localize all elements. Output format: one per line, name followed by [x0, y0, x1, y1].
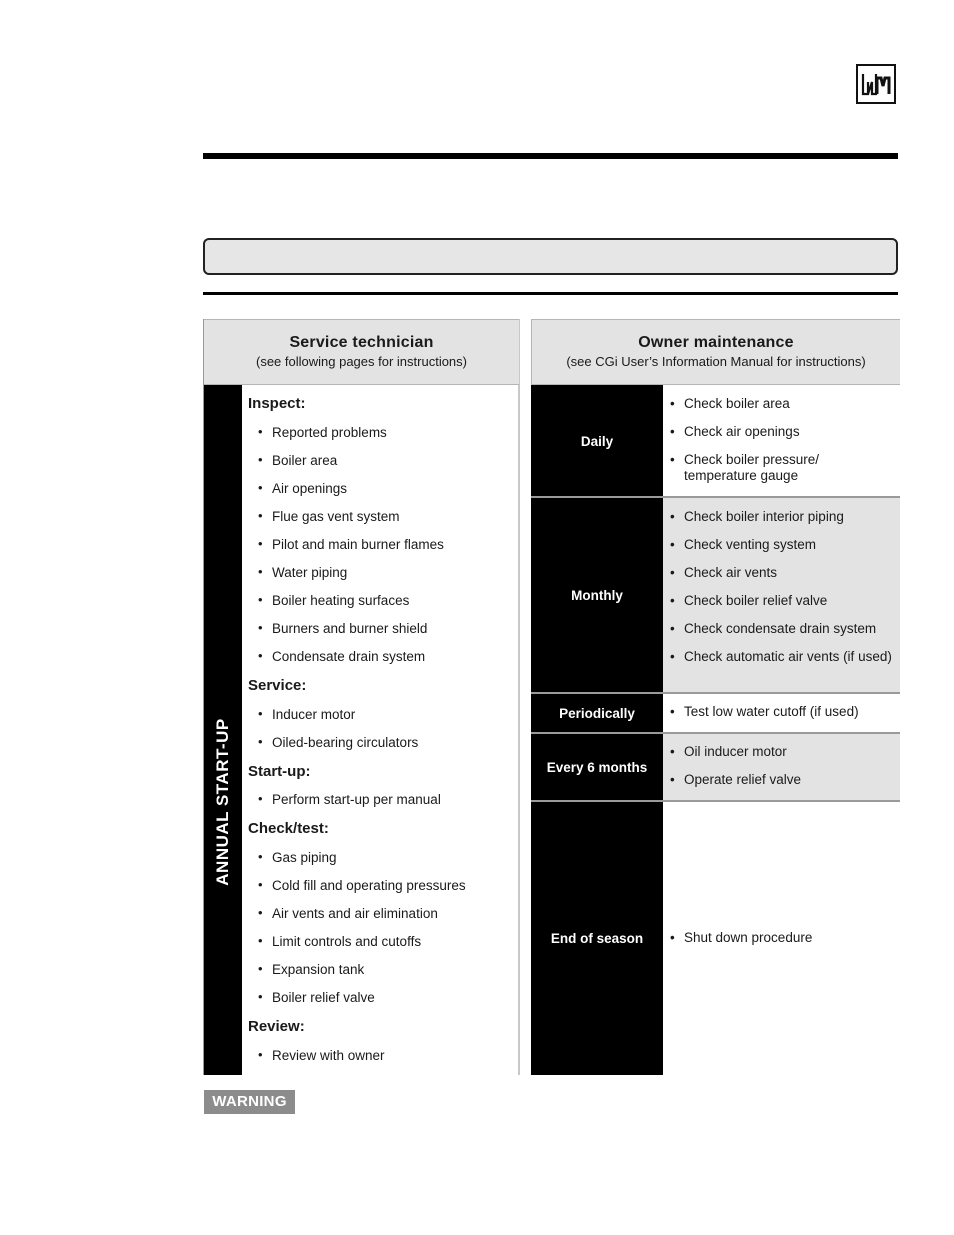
list-item: • Pilot and main burner flames — [272, 537, 444, 552]
section-heading-startup: Start-up: — [248, 763, 311, 780]
row-label-end-of-season: End of season — [531, 802, 663, 1075]
row-label-monthly: Monthly — [531, 498, 663, 692]
list-item: • Condensate drain system — [272, 649, 425, 664]
list-item: • Water piping — [272, 565, 347, 580]
section-heading-inspect: Inspect: — [248, 395, 306, 412]
list-item: • Shut down procedure — [684, 930, 894, 946]
list-item: • Review with owner — [272, 1048, 385, 1063]
section-heading-check-test: Check/test: — [248, 820, 329, 837]
list-item: • Flue gas vent system — [272, 509, 400, 524]
list-item: • Boiler area — [272, 453, 337, 468]
list-item: • Check boiler pressure/ temperature gauge — [684, 452, 894, 484]
list-item: • Boiler heating surfaces — [272, 593, 409, 608]
owner-subtitle: (see CGi User’s Information Manual for instructions) — [566, 354, 866, 369]
list-item: • Air openings — [272, 481, 347, 496]
row-items-daily — [663, 385, 900, 497]
list-item: • Oiled-bearing circulators — [272, 735, 418, 750]
service-title: Service technician — [289, 334, 434, 351]
list-item: • Reported problems — [272, 425, 387, 440]
row-label-daily: Daily — [531, 385, 663, 497]
list-item: • Check venting system — [684, 537, 894, 553]
list-item: • Gas piping — [272, 850, 337, 865]
logo-icon — [860, 68, 892, 100]
row-items-monthly — [663, 498, 900, 692]
list-item: • Operate relief valve — [684, 772, 894, 788]
service-header — [204, 319, 519, 385]
list-item: • Air vents and air elimination — [272, 906, 438, 921]
list-item: • Check air vents — [684, 565, 894, 581]
list-item: • Check boiler area — [684, 396, 894, 412]
section-title-box — [203, 238, 898, 275]
list-item: • Limit controls and cutoffs — [272, 934, 421, 949]
section-heading-review: Review: — [248, 1018, 305, 1035]
row-label-every-6-months: Every 6 months — [531, 734, 663, 800]
row-items-every-6-months — [663, 734, 900, 800]
warning-badge: WARNING — [204, 1090, 295, 1114]
list-item: • Check air openings — [684, 424, 894, 440]
list-item: • Cold fill and operating pressures — [272, 878, 466, 893]
annual-startup-sidebar — [204, 385, 242, 1075]
section-rule — [203, 292, 898, 295]
section-heading-service: Service: — [248, 677, 307, 694]
list-item: • Oil inducer motor — [684, 744, 894, 760]
list-item: • Check boiler interior piping — [684, 509, 894, 525]
owner-header — [531, 319, 900, 385]
row-items-periodically — [663, 694, 900, 733]
list-item: • Inducer motor — [272, 707, 355, 722]
top-rule — [203, 153, 898, 159]
list-item: • Check condensate drain system — [684, 621, 894, 637]
service-subtitle: (see following pages for instructions) — [256, 354, 467, 369]
owner-maintenance-panel — [531, 319, 900, 1075]
list-item: • Check automatic air vents (if used) — [684, 649, 894, 665]
list-item: • Expansion tank — [272, 962, 364, 977]
owner-title: Owner maintenance — [638, 334, 794, 351]
sidebar-label: ANNUAL START-UP — [213, 718, 232, 886]
list-item: • Test low water cutoff (if used) — [684, 704, 894, 720]
list-item: • Burners and burner shield — [272, 621, 427, 636]
list-item: • Check boiler relief valve — [684, 593, 894, 609]
list-item: • Boiler relief valve — [272, 990, 375, 1005]
brand-logo — [856, 64, 896, 104]
row-label-periodically: Periodically — [531, 694, 663, 733]
service-technician-panel — [203, 319, 520, 1075]
list-item: • Perform start-up per manual — [272, 792, 441, 807]
row-items-end-of-season — [663, 802, 900, 1075]
